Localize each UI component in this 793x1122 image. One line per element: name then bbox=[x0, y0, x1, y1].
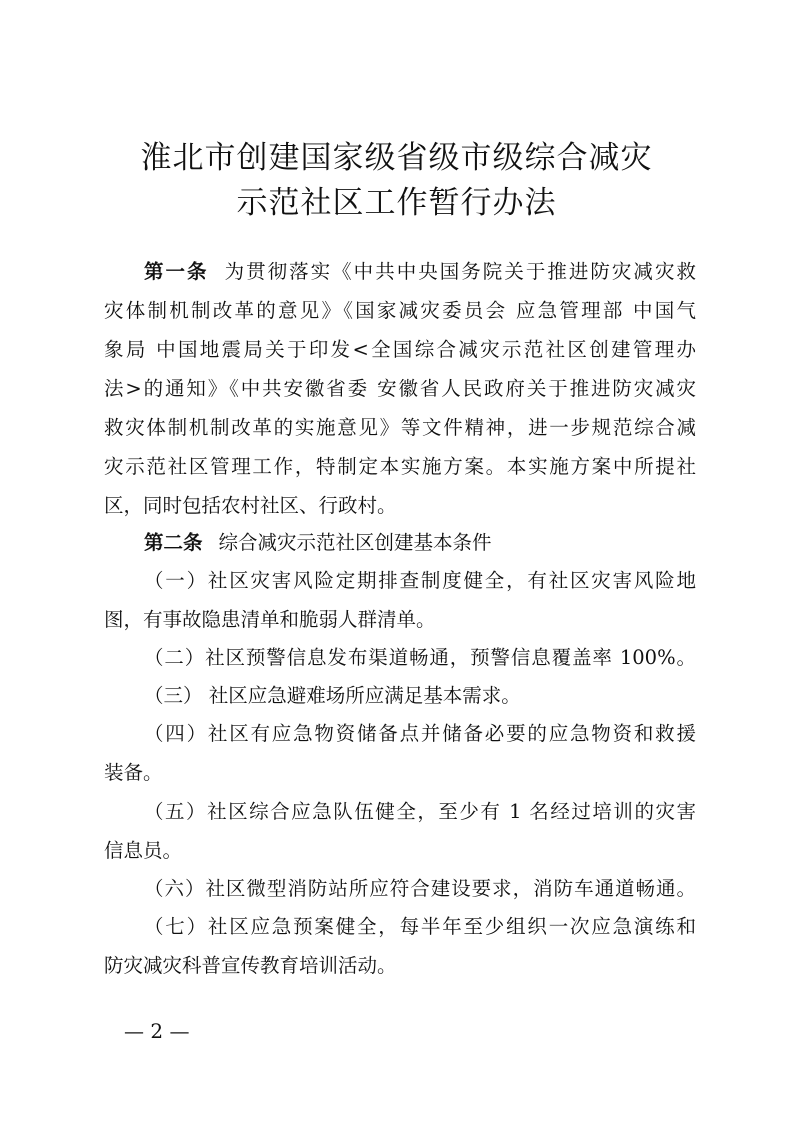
paragraph-line: 法>的通知》《中共安徽省委 安徽省人民政府关于推进防灾减灾 bbox=[104, 377, 696, 400]
list-item-line: （五）社区综合应急队伍健全，至少有 1 名经过培训的灾害 bbox=[144, 800, 696, 823]
document-title-line-1: 淮北市创建国家级省级市级综合减灾 bbox=[140, 140, 653, 176]
article-1-heading: 第一条 bbox=[144, 260, 209, 283]
paragraph-line: 灾体制机制改革的意见》《国家减灾委员会 应急管理部 中国气 bbox=[104, 299, 696, 322]
paragraph-line: 救灾体制机制改革的实施意见》等文件精神，进一步规范综合减 bbox=[104, 416, 696, 439]
list-item-line: 防灾减灾科普宣传教育培训活动。 bbox=[104, 954, 397, 977]
list-item-line: （四）社区有应急物资储备点并储备必要的应急物资和救援 bbox=[144, 722, 696, 745]
page-number: — 2 — bbox=[124, 1019, 190, 1043]
paragraph-line: 灾示范社区管理工作，特制定本实施方案。本实施方案中所提社 bbox=[104, 455, 696, 478]
paragraph-line: 区，同时包括农村社区、行政村。 bbox=[104, 494, 397, 517]
paragraph-line: 综合减灾示范社区创建基本条件 bbox=[218, 531, 492, 554]
article-1-first-line bbox=[144, 257, 696, 287]
article-2-first-line bbox=[144, 528, 696, 558]
list-item-line: 信息员。 bbox=[104, 839, 183, 862]
list-item-line: （六）社区微型消防站所应符合建设要求，消防车通道畅通。 bbox=[144, 877, 696, 900]
list-item-line: 图，有事故隐患清单和脆弱人群清单。 bbox=[104, 608, 436, 631]
list-item-line: （七）社区应急预案健全，每半年至少组织一次应急演练和 bbox=[144, 915, 696, 938]
list-item-line: 装备。 bbox=[104, 761, 163, 784]
list-item-line: （三） 社区应急避难场所应满足基本需求。 bbox=[144, 684, 521, 707]
document-title-line-2: 示范社区工作暂行办法 bbox=[236, 185, 557, 221]
list-item-line: （二）社区预警信息发布渠道畅通，预警信息覆盖率 100%。 bbox=[144, 646, 696, 669]
paragraph-line: 象局 中国地震局关于印发<全国综合减灾示范社区创建管理办 bbox=[104, 338, 696, 361]
paragraph-line: 为贯彻落实《中共中央国务院关于推进防灾减灾救 bbox=[224, 260, 696, 283]
article-2-heading: 第二条 bbox=[144, 531, 203, 554]
list-item-line: （一）社区灾害风险定期排查制度健全，有社区灾害风险地 bbox=[144, 569, 696, 592]
